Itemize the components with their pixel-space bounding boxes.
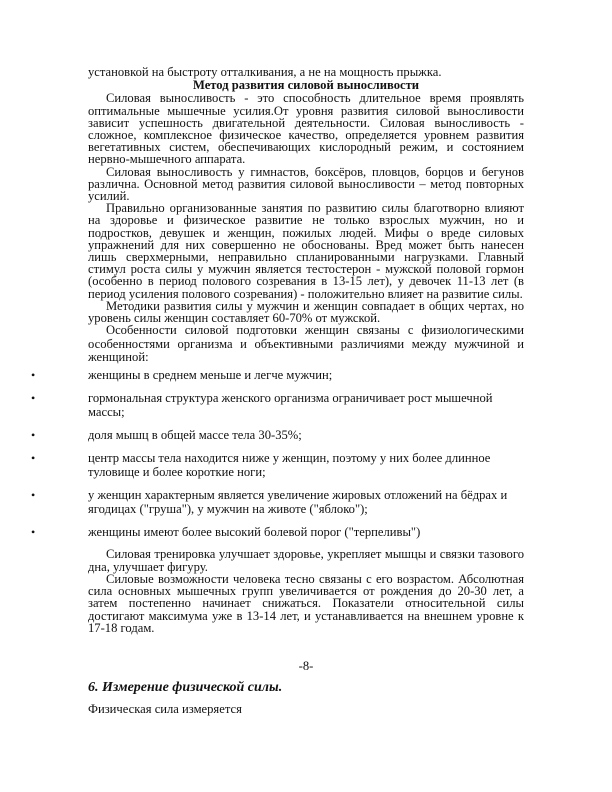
paragraph: Особенности силовой подготовки женщин связаны с физиологическими особенностями организма и объективными различиями между мужчиной и женщиной:	[88, 323, 524, 365]
paragraph: Правильно организованные занятия по развитию силы благотворно влияют на здоровье и физическое развитие не только взрослых мужчин, но и подростков, девушек и женщин, пожилых людей. Мифы о вреде силовых упражнений для них совершенно не обоснованы. Вред может быть нанесен лишь сверхмерными, неправильно спланированными нагрузками. Главный стимул роста силы у мужчин является тестостерон - мужской половой гормон (особенно в период полового созревания в 13-15 лет), у девочек 11-13 лет (в период усиления полового созревания) - положительно влияет на развитие силы.	[88, 201, 524, 301]
paragraph: Методики развития силы у мужчин и женщин совпадает в общих чертах, но уровень силы женщин составляет 60-70% от мужской.	[88, 298, 524, 326]
list-item	[31, 488, 524, 517]
paragraph: Физическая сила измеряется	[88, 702, 242, 716]
list-item-text: женщины в среднем меньше и легче мужчин;	[88, 368, 333, 383]
list-item-text: центр массы тела находится ниже у женщин, поэтому у них более длинное туловище и более короткие ноги;	[88, 451, 491, 480]
bullet-icon: •	[31, 525, 36, 540]
list-item	[31, 525, 524, 540]
list-item-text: доля мышц в общей массе тела 30-35%;	[88, 428, 302, 443]
paragraph: Силовая выносливость у гимнастов, боксёров, пловцов, борцов и бегунов различна. Основной метод развития силовой выносливости – метод повторных усилий.	[88, 164, 524, 204]
list-item	[31, 451, 524, 480]
page-number: -8-	[298, 659, 314, 673]
list-item-text: женщины имеют более высокий болевой порог ("терпеливы")	[88, 525, 421, 540]
paragraph: Силовая выносливость - это способность длительное время проявлять оптимальные мышечные усилия.От уровня развития силовой выносливости зависит успешность двигательной деятельности. Силовая выносливость - сложное, комплексное физическое качество, определяется уровнем развития вегетативных систем, обеспечивающих кислородный режим, и состоянием нервно-мышечного аппарата.	[88, 91, 524, 167]
list-item-text: гормональная структура женского организма ограничивает рост мышечной массы;	[88, 391, 493, 420]
paragraph: Силовая тренировка улучшает здоровье, укрепляет мышцы и связки тазового дна, улучшает фигуру.	[88, 547, 524, 574]
list-item	[31, 368, 524, 383]
bullet-icon: •	[31, 451, 36, 466]
bullet-icon: •	[31, 391, 36, 406]
bullet-icon: •	[31, 428, 36, 443]
list-item	[31, 428, 524, 443]
list-item-text: у женщин характерным является увеличение жировых отложений на бёдрах и ягодицах ("груша"), у мужчин на животе ("яблоко");	[88, 488, 508, 517]
document-body	[31, 65, 524, 635]
bullet-icon: •	[31, 368, 36, 383]
section-title: 6. Измерение физической силы.	[88, 680, 283, 695]
list-item	[31, 391, 524, 420]
bullet-icon: •	[31, 488, 36, 503]
paragraph: Силовые возможности человека тесно связаны с его возрастом. Абсолютная сила основных мышечных групп увеличивается от рождения до 20-30 лет, а затем постепенно начинает снижаться. Показатели относительной силы достигают максимума уже в 13-14 лет, и устанавливается на внешнем уровне к 17-18 годам.	[88, 571, 524, 635]
bullet-list	[31, 368, 524, 540]
section-heading: Метод развития силовой выносливости	[192, 78, 420, 93]
intro-line: установкой на быстроту отталкивания, а не на мощность прыжка.	[88, 65, 442, 79]
